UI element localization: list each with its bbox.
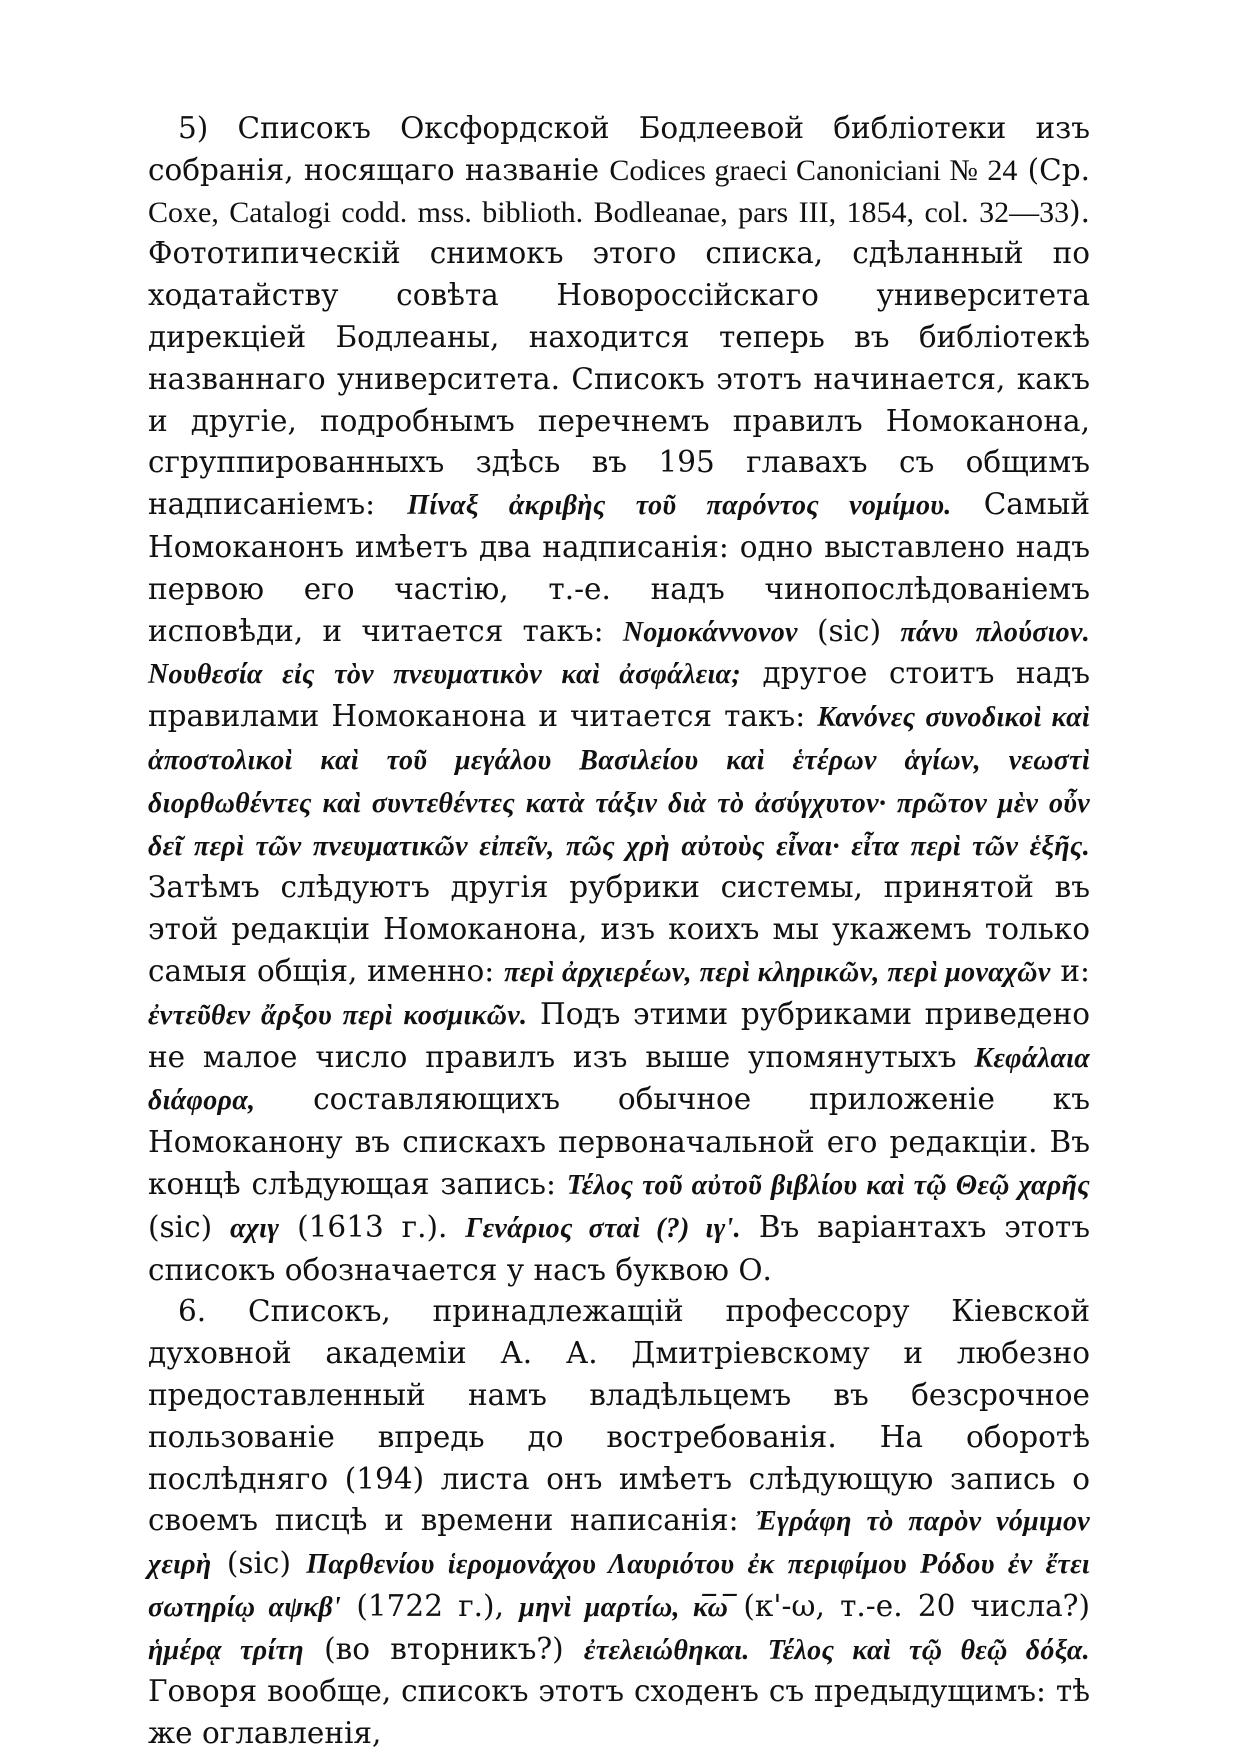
text-run: ). Фототипическій снимокъ этого списка, сдѣланный по ходатайству совѣта Новороссійскаго университета дирекціей Бодлеаны, находится теперь въ библіотекѣ названнаго университета. Списокъ этотъ начинается, какъ и другіе, подробнымъ перечнемъ правилъ Номоканона, сгруппированныхъ здѣсь въ 195 главахъ съ общимъ надписаніемъ:: [148, 194, 1090, 522]
greek-quote: αχιγ: [230, 1212, 280, 1244]
text-run: и:: [1050, 953, 1090, 988]
text-run: составляющихъ обычное приложеніе къ Номоканону въ спискахъ первоначальной его редакціи. Въ концѣ слѣдующая запись:: [148, 1082, 1090, 1201]
text-run: Въ варіантахъ этотъ списокъ обозначается у насъ буквою О.: [148, 1209, 1090, 1287]
text-run: (sic): [211, 1546, 307, 1581]
paragraph-5: [148, 108, 1090, 1291]
greek-quote: πάνυ πλούσιον. Νουθεσία εἰς τὸν πνευματικὸν καὶ ἀσφάλεια;: [148, 616, 1091, 691]
greek-quote: μηνὶ μαρτίω, κ̅ω̅: [519, 1591, 729, 1623]
greek-quote: ἡμέρᾳ τρίτη: [148, 1634, 304, 1666]
text-run: (Ср.: [1017, 152, 1090, 187]
greek-quote: Παρθενίου ἱερομονάχου Λαυριότου ἐκ περιφίμου Ρόδου ἐν ἔτει σωτηρίῳ αψκβ': [148, 1549, 1090, 1623]
greek-quote: ἐντεῦθεν ἄρξου περὶ κοσμικῶν.: [148, 999, 528, 1031]
text-run: Подъ этими рубриками приведено не малое число правилъ изъ выше упомянутыхъ: [148, 996, 1090, 1074]
text-run: другое стоитъ надъ правилами Номоканона и читается такъ:: [148, 656, 1090, 734]
text-run: (sic): [148, 1209, 231, 1244]
greek-quote: Τέλος τοῦ αὐτοῦ βιβλίου καὶ τῷ Θεῷ χαρῆς: [566, 1169, 1091, 1201]
greek-quote: Κανόνες συνοδικοὶ καὶ ἀποστολικοὶ καὶ τοῦ μεγάλου Βασιλείου καὶ ἑτέρων ἁγίων, νεωστὶ διορθωθέντες καὶ συντεθέντες κατὰ τάξιν διὰ τὸ ἀσύγχυτον· πρῶτον μὲν οὖν δεῖ περὶ τῶν πνευματικῶν εἰπεῖν, πῶς χρὴ αὐτοὺς εἶναι· εἶτα περὶ τῶν ἑξῆς.: [148, 702, 1090, 862]
text-run: (κ'-ω, т.-е. 20 числа?): [728, 1588, 1090, 1623]
greek-quote: Κεφάλαια διάφορα,: [148, 1042, 1090, 1117]
text-run: (sic): [797, 613, 901, 648]
greek-quote: Πίναξ ἀκριβὴς τοῦ παρόντος νομίμου.: [407, 490, 952, 522]
text-run: 6. Списокъ, принадлежащій профессору Кіевской духовной академіи А. А. Дмитріевскому и любезно предоставленный намъ владѣльцемъ въ безсрочное пользованіе впредь до востребованія. На оборотѣ послѣдняго (194) листа онъ имѣетъ слѣдующую запись о своемъ писцѣ и времени написанія:: [148, 1294, 1090, 1538]
text-run: (во вторникъ?): [303, 1631, 584, 1666]
greek-quote: Νομοκάννονον: [622, 616, 798, 648]
text-run: Затѣмъ слѣдуютъ другія рубрики системы, принятой въ этой редакціи Номоканона, изъ коихъ мы укажемъ только самыя общія, именно:: [148, 870, 1090, 988]
text-run: Самый Номоканонъ имѣетъ два надписанія: одно выставлено надъ первою его частію, т.-е. надъ чинопослѣдованіемъ исповѣди, и читается такъ:: [148, 487, 1090, 648]
text-run: Говоря вообще, списокъ этотъ сходенъ съ предыдущимъ: тѣ же оглавленія,: [148, 1674, 1090, 1751]
greek-quote: Γενάριος σταὶ (?) ιγ'.: [465, 1212, 741, 1244]
paragraph-6: [148, 1291, 1090, 1755]
greek-quote: ἐτελειώθηκαι. Τέλος καὶ τῷ θεῷ δόξα.: [583, 1634, 1090, 1666]
text-run: (1722 г.),: [341, 1588, 520, 1623]
latin-citation: Codices graeci Canoniciani № 24: [609, 153, 1018, 187]
latin-citation: Coxe, Catalogi codd. mss. biblioth. Bodleanae, pars III, 1854, col. 32—33: [148, 195, 1070, 229]
page-body: [148, 108, 1090, 1755]
greek-quote: περὶ ἀρχιερέων, περὶ κληρικῶν, περὶ μοναχῶν: [504, 956, 1051, 988]
text-run: 5) Списокъ Оксфордской Бодлеевой библіотеки изъ собранія, носящаго названіе: [148, 111, 1090, 187]
greek-quote: Ἐγράφη τὸ παρὸν νόμιμον χειρὴ: [148, 1506, 1090, 1581]
text-run: (1613 г.).: [279, 1209, 466, 1244]
